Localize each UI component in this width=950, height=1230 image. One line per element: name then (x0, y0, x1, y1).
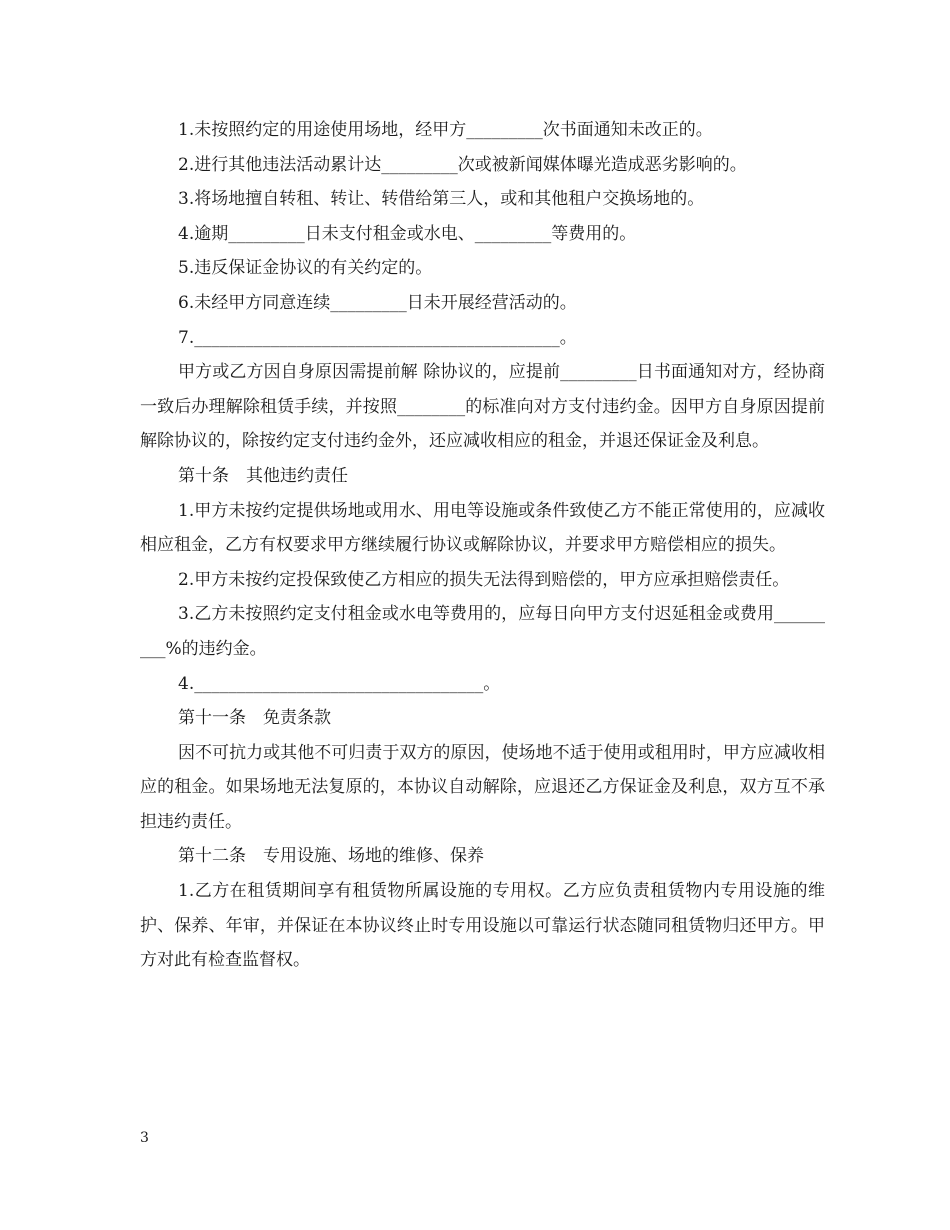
article-10-item-4: 4.__________________________________。 (178, 673, 501, 694)
document-body (140, 113, 825, 978)
article-11-heading: 第十一条 免责条款 (178, 708, 331, 729)
article-10-item-1: 1.甲方未按约定提供场地或用水、用电等设施或条件致使乙方不能正常使用的，应减收相应租金，乙方有权要求甲方继续履行协议或解除协议，并要求甲方赔偿相应的损失。 (140, 500, 825, 556)
clause-item-2: 2.进行其他违法活动累计达_________次或被新闻媒体曝光造成恶劣影响的。 (178, 154, 747, 175)
clause-item-5: 5.违反保证金协议的有关约定的。 (178, 258, 433, 279)
article-10-heading: 第十条 其他违约责任 (178, 465, 348, 486)
clause-item-3: 3.将场地擅自转租、转让、转借给第三人，或和其他租户交换场地的。 (178, 189, 705, 210)
article-10-item-3: 3.乙方未按照约定支付租金或水电等费用的，应每日向甲方支付迟延租金或费用_________%的违约金。 (140, 604, 825, 659)
clause-item-1: 1.未按照约定的用途使用场地，经甲方_________次书面通知未改正的。 (178, 120, 713, 140)
article-11-body: 因不可抗力或其他不可归责于双方的原因，使场地不适于使用或租用时，甲方应减收相应的租金。如果场地无法复原的，本协议自动解除，应退还乙方保证金及利息，双方互不承担违约责任。 (140, 742, 825, 832)
clause-item-7: 7.___________________________________________。 (178, 327, 577, 348)
page-number: 3 (140, 1130, 149, 1146)
early-termination-paragraph: 甲方或乙方因自身原因需提前解 除协议的，应提前_________日书面通知对方，经协商一致后办理解除租赁手续，并按照________的标准向对方支付违约金。因甲方自身原因提前解除协议的，除按约定支付违约金外，还应减收相应的租金，并退还保证金及利息。 (140, 362, 825, 452)
article-12-item-1: 1.乙方在租赁期间享有租赁物所属设施的专用权。乙方应负责租赁物内专用设施的维护、保养、年审，并保证在本协议终止时专用设施以可靠运行状态随同租赁物归还甲方。甲方对此有检查监督权。 (140, 881, 825, 971)
clause-item-6: 6.未经甲方同意连续_________日未开展经营活动的。 (178, 292, 577, 313)
clause-item-4: 4.逾期_________日未支付租金或水电、_________等费用的。 (178, 223, 637, 244)
article-10-item-2: 2.甲方未按约定投保致使乙方相应的损失无法得到赔偿的，甲方应承担赔偿责任。 (178, 569, 790, 590)
article-12-heading: 第十二条 专用设施、场地的维修、保养 (178, 846, 484, 867)
